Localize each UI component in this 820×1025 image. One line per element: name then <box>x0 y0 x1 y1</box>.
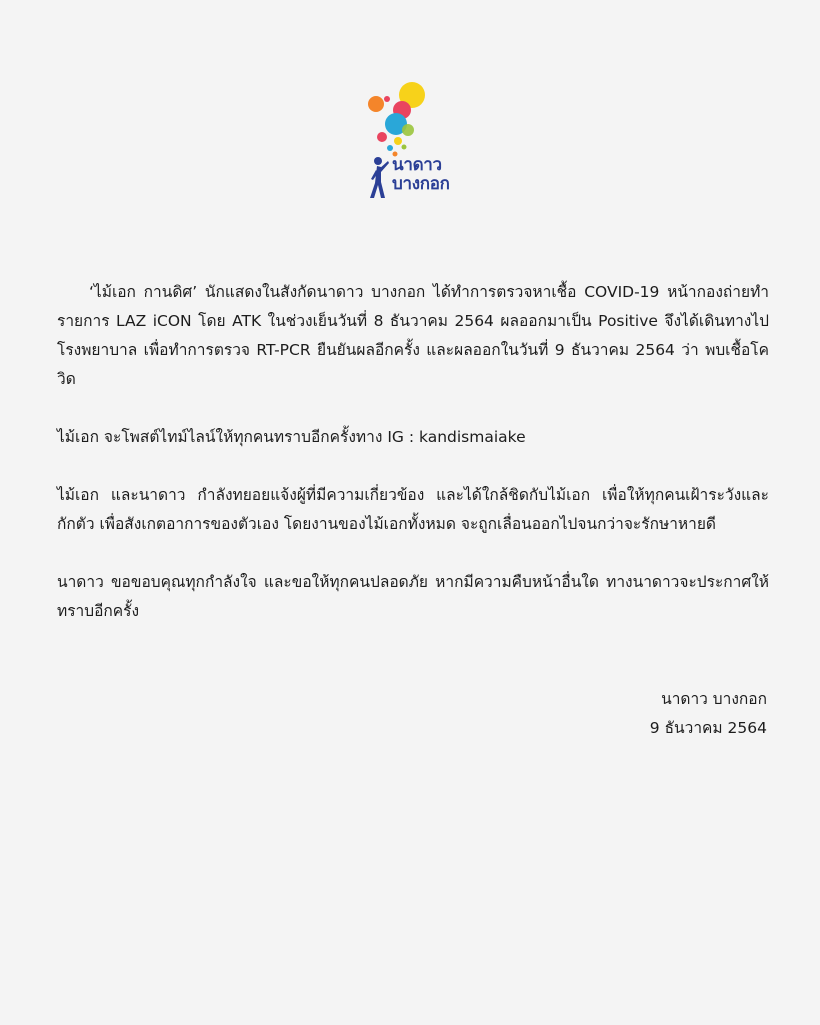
signature-org: นาดาว บางกอก <box>661 690 767 708</box>
signature-date: 9 ธันวาคม 2564 <box>649 719 767 737</box>
signature-block <box>650 685 767 743</box>
nadao-bangkok-logo <box>360 75 470 205</box>
paragraph-covid-result: ‘ไม้เอก กานดิศ’ นักแสดงในสังกัดนาดาว บางกอก ได้ทำการตรวจหาเชื้อ COVID-19 หน้ากองถ่ายทำรายการ LAZ iCON โดย ATK ในช่วงเย็นวันที่ 8 ธันวาคม 2564 ผลออกมาเป็น Positive จึงได้เดินทางไปโรงพยาบาล เพื่อทำการตรวจ RT-PCR ยืนยันผลอีกครั้ง และผลออกในวันที่ 9 ธันวาคม 2564 ว่า พบเชื้อโควิด <box>57 283 769 388</box>
announcement-body <box>57 278 769 626</box>
logo-name-line2: บางกอก <box>392 174 450 194</box>
logo-name-line1: นาดาว <box>392 155 442 175</box>
paragraph-thanks: นาดาว ขอขอบคุณทุกกำลังใจ และขอให้ทุกคนปลอดภัย หากมีความคืบหน้าอื่นใด ทางนาดาวจะประกาศให้ทราบอีกครั้ง <box>57 573 769 620</box>
paragraph-timeline: ไม้เอก จะโพสต์ไทม์ไลน์ให้ทุกคนทราบอีกครั้งทาง IG : kandismaiake <box>57 428 526 446</box>
paragraph-contacts: ไม้เอก และนาดาว กำลังทยอยแจ้งผู้ที่มีความเกี่ยวข้อง และได้ใกล้ชิดกับไม้เอก เพื่อให้ทุกคนเฝ้าระวังและกักตัว เพื่อสังเกตอาการของตัวเอง โดยงานของไม้เอกทั้งหมด จะถูกเลื่อนออกไปจนกว่าจะรักษาหายดี <box>57 486 769 533</box>
